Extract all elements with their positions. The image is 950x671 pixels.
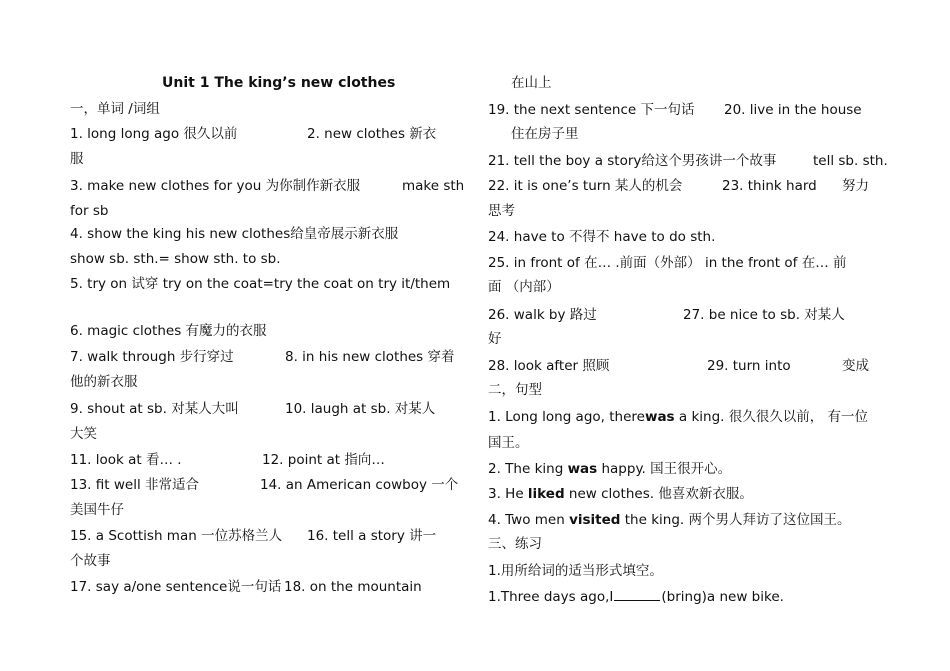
text-line: 1.用所给词的适当形式填空。 [488,563,663,579]
text-line: 18. on the mountain [284,579,422,595]
sentence-4 [488,511,850,529]
sentence-text: new clothes. 他喜欢新衣服。 [564,486,753,502]
sentence-bold-word: liked [527,486,565,502]
text-line: 国王。 [488,435,529,451]
text-line: 8. in his new clothes 穿着 [285,349,455,365]
text-line: 26. walk by 路过 [488,307,597,323]
text-line: 19. the next sentence 下一句话 [488,102,695,118]
sentence-text: 1. Long long ago, there [488,409,645,425]
sentence-1 [488,408,868,426]
exercise-text: 1.Three days ago,I [488,589,614,605]
text-line: 22. it is one’s turn 某人的机会 [488,178,683,194]
text-line: 3. make new clothes for you 为你制作新衣服 [70,178,361,194]
text-line: 大笑 [70,426,97,442]
text-line: 10. laugh at sb. 对某人 [285,401,436,417]
text-line: show sb. sth.= show sth. to sb. [70,251,281,267]
text-line: make sth [402,178,465,194]
text-line: 14. an American cowboy 一个 [260,477,459,493]
text-line: 4. show the king his new clothes给皇帝展示新衣服 [70,226,399,242]
sentence-bold-word: was [567,461,598,477]
sentence-text: 3. He [488,486,528,502]
text-line: 12. point at 指向… [262,452,385,468]
text-line: 住在房子里 [511,126,579,142]
sentence-text: a king. 很久很久以前， 有一位 [674,409,869,425]
text-line: 变成 [842,358,869,374]
text-line: 努力 [842,178,869,194]
sentence-text: the king. 两个男人拜访了这位国王。 [620,512,851,528]
text-line: 20. live in the house [724,102,862,118]
text-line: 2. new clothes 新衣 [307,126,437,142]
text-line: 他的新衣服 [70,374,138,390]
text-line: 一，单词 /词组 [70,101,160,117]
text-line: 9. shout at sb. 对某人大叫 [70,401,239,417]
text-line: 15. a Scottish man 一位苏格兰人 [70,528,283,544]
text-line: 思考 [488,203,515,219]
text-line: 三、练习 [488,536,542,552]
text-line: 23. think hard [722,178,817,194]
text-line: 面 （内部） [488,279,560,295]
page-title: Unit 1 The king’s new clothes [162,75,396,91]
text-line: 7. walk through 步行穿过 [70,349,234,365]
text-line: 二，句型 [488,382,542,398]
text-line: 6. magic clothes 有魔力的衣服 [70,323,267,339]
sentence-text: happy. 国王很开心。 [597,461,732,477]
sentence-bold-word: was [644,409,675,425]
text-line: 11. look at 看… . [70,452,182,468]
text-line: 25. in front of 在… .前面（外部） in the front of 在… 前 [488,255,847,271]
text-line: 个故事 [70,553,111,569]
text-line: 在山上 [511,75,552,91]
text-line: 28. look after 照顾 [488,358,610,374]
sentence-3 [488,485,753,503]
text-line: 17. say a/one sentence说一句话 [70,579,282,595]
sentence-text: 4. Two men [488,512,570,528]
text-line: 1. long long ago 很久以前 [70,126,238,142]
text-line: 21. tell the boy a story给这个男孩讲一个故事 [488,153,777,169]
exercise-text: (bring)a new bike. [661,589,784,605]
text-line: 服 [70,151,84,167]
text-line: 16. tell a story 讲一 [307,528,437,544]
text-line: 27. be nice to sb. 对某人 [683,307,845,323]
text-line: 美国牛仔 [70,502,124,518]
text-line: 24. have to 不得不 have to do sth. [488,229,716,245]
text-line: 29. turn into [707,358,791,374]
sentence-bold-word: visited [569,512,621,528]
sentence-text: 2. The king [488,461,568,477]
sentence-2 [488,460,731,478]
exercise-item-1 [488,586,784,606]
text-line: for sb [70,203,109,219]
text-line: 5. try on 试穿 try on the coat=try the coat on try it/them [70,276,451,292]
text-line: tell sb. sth. [813,153,888,169]
answer-blank[interactable] [614,586,660,601]
text-line: 好 [488,331,502,347]
text-line: 13. fit well 非常适合 [70,477,199,493]
